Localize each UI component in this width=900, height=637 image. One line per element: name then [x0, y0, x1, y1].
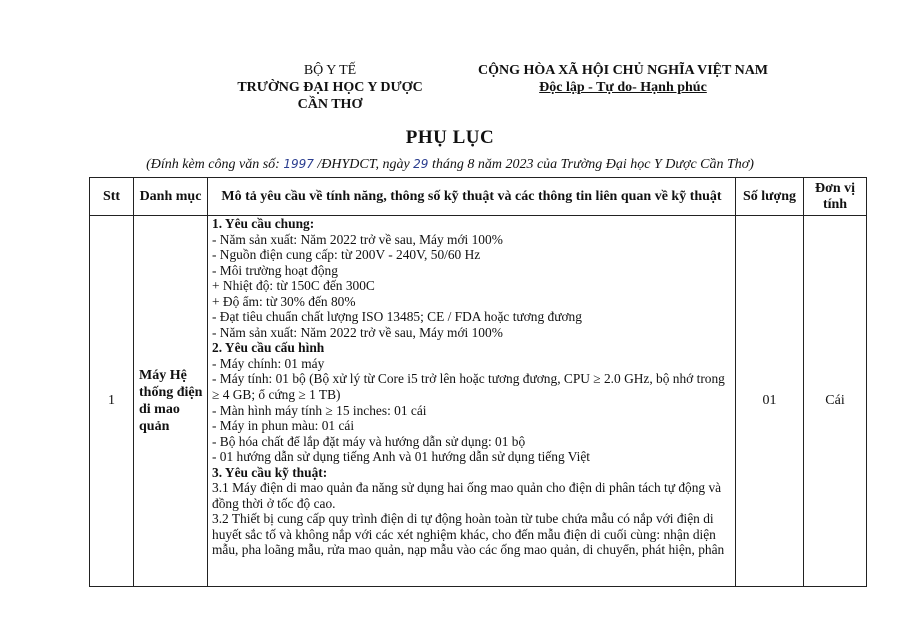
description-line: - Máy in phun màu: 01 cái	[212, 418, 355, 434]
national-motto: Độc lập - Tự do- Hạnh phúc	[539, 80, 707, 95]
header-right	[478, 62, 768, 96]
handwritten-day: 29	[413, 157, 429, 171]
document-title: PHỤ LỤC	[405, 127, 495, 148]
description-line: + Độ ẩm: từ 30% đến 80%	[212, 293, 356, 309]
header-left	[200, 62, 460, 113]
category-line: di mao	[139, 402, 180, 417]
header-quantity: Số lượng	[736, 178, 804, 216]
description-line: - Năm sản xuất: Năm 2022 trở về sau, Máy mới 100%	[212, 324, 503, 340]
description-line: - Đạt tiêu chuẩn chất lượng ISO 13485; CE / FDA hoặc tương đương	[212, 309, 582, 325]
description-line: - Màn hình máy tính ≥ 15 inches: 01 cái	[212, 402, 427, 418]
description-line: mẫu, pha loãng mẫu, rửa mao quản, nạp mẫu vào các ống mao quản, di chuyển, phát hiện, phân	[212, 542, 725, 558]
document-subtitle	[0, 157, 900, 173]
description-line: - Bộ hóa chất để lắp đặt máy và hướng dẫn sử dụng: 01 bộ	[212, 433, 526, 449]
description-line: 1. Yêu cầu chung:	[212, 216, 315, 231]
description-line: 3.2 Thiết bị cung cấp quy trình điện di tự động hoàn toàn từ tube chứa mẫu có nắp với điện di	[212, 511, 714, 527]
handwritten-doc-number: 1997	[283, 157, 314, 171]
row-stt: 1	[90, 216, 134, 587]
row-quantity: 01	[736, 216, 804, 587]
description-line: đồng thời ở tốc độ cao.	[212, 495, 336, 511]
specification-table	[89, 177, 867, 587]
header-unit: Đơn vị tính	[804, 178, 867, 216]
table-row	[90, 216, 867, 587]
description-line: ≥ 4 GB; ổ cứng ≥ 1 TB)	[212, 387, 341, 403]
category-line: thống điện	[139, 385, 203, 400]
description-line: huyết sắc tố và không nắp với các xét nghiệm khác, cho đến mẫu điện di cuối cùng: nhận diện	[212, 526, 716, 542]
description-line: - Năm sản xuất: Năm 2022 trở về sau, Máy mới 100%	[212, 231, 503, 247]
header-stt: Stt	[90, 178, 134, 216]
description-line: + Nhiệt độ: từ 150C đến 300C	[212, 278, 375, 294]
description-line: 2. Yêu cầu cấu hình	[212, 340, 325, 356]
national-title: CỘNG HÒA XÃ HỘI CHỦ NGHĨA VIỆT NAM	[478, 63, 769, 78]
description-line: - Máy chính: 01 máy	[212, 355, 325, 371]
subtitle-after: tháng 8 năm 2023 của Trường Đại học Y Dược Cần Thơ)	[428, 157, 754, 172]
category-line: Máy Hệ	[139, 368, 187, 383]
description-line: 3.1 Máy điện di mao quản đa năng sử dụng hai ống mao quản cho điện di phân tách tự động và	[212, 480, 722, 496]
description-line: - Môi trường hoạt động	[212, 262, 338, 278]
description-line: - 01 hướng dẫn sử dụng tiếng Anh và 01 hướng dẫn sử dụng tiếng Việt	[212, 449, 590, 465]
university-city: CẦN THƠ	[297, 97, 363, 112]
row-unit: Cái	[804, 216, 867, 587]
description-line: 3. Yêu cầu kỹ thuật:	[212, 464, 328, 480]
ministry-name: BỘ Y TẾ	[303, 63, 357, 78]
table-header-row	[90, 178, 867, 216]
header-category: Danh mục	[134, 178, 208, 216]
description-line: - Nguồn điện cung cấp: từ 200V - 240V, 50/60 Hz	[212, 247, 481, 263]
subtitle-before: (Đính kèm công văn số:	[146, 157, 284, 172]
row-description	[208, 216, 736, 587]
header-description: Mô tả yêu cầu về tính năng, thông số kỹ thuật và các thông tin liên quan về kỹ thuật	[208, 178, 736, 216]
row-category	[134, 216, 208, 587]
subtitle-middle: /ĐHYDCT, ngày	[313, 157, 414, 172]
category-line: quản	[139, 419, 170, 434]
university-name: TRƯỜNG ĐẠI HỌC Y DƯỢC	[237, 80, 423, 95]
description-line: - Máy tính: 01 bộ (Bộ xử lý từ Core i5 trở lên hoặc tương đương, CPU ≥ 2.0 GHz, bộ nhớ trong	[212, 371, 725, 387]
